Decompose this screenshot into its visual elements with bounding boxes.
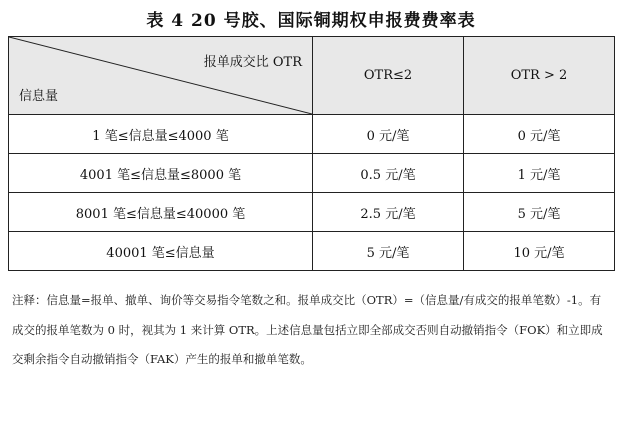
- fee-otr-gt-2-cell: 0 元/笔: [464, 115, 615, 154]
- table-row: [9, 232, 615, 271]
- row-range-cell: 8001 笔≤信息量≤40000 笔: [9, 193, 313, 232]
- fee-otr-le-2-cell: 5 元/笔: [313, 232, 464, 271]
- table-caption: 表 4 20 号胶、国际铜期权申报费费率表: [146, 11, 476, 31]
- column-header-otr-le-2: OTR≤2: [313, 37, 464, 115]
- header-otr-label: 报单成交比 OTR: [203, 55, 302, 70]
- row-range-cell: 40001 笔≤信息量: [9, 232, 313, 271]
- fee-otr-gt-2-cell: 1 元/笔: [464, 154, 615, 193]
- row-range-cell: 1 笔≤信息量≤4000 笔: [9, 115, 313, 154]
- table-row: [9, 115, 615, 154]
- column-header-otr-gt-2: OTR > 2: [464, 37, 615, 115]
- fee-otr-le-2-cell: 2.5 元/笔: [313, 193, 464, 232]
- fee-otr-le-2-cell: 0.5 元/笔: [313, 154, 464, 193]
- fee-rate-table: [8, 36, 615, 271]
- table-row: [9, 154, 615, 193]
- fee-otr-gt-2-cell: 5 元/笔: [464, 193, 615, 232]
- table-row: [9, 193, 615, 232]
- table-footnote: 注释：信息量=报单、撤单、询价等交易指令笔数之和。报单成交比（OTR）=（信息量/有成交的报单笔数）-1。有成交的报单笔数为 0 时，视其为 1 来计算 OTR。上述信息量包括立即全部成交否则自动撤销指令（FOK）和立即成交剩余指令自动撤销指令（FAK）产生的报单和撤单笔数。: [12, 293, 603, 366]
- fee-otr-gt-2-cell: 10 元/笔: [464, 232, 615, 271]
- row-range-cell: 4001 笔≤信息量≤8000 笔: [9, 154, 313, 193]
- header-volume-label: 信息量: [19, 89, 59, 104]
- table-header-row: [9, 37, 615, 115]
- fee-otr-le-2-cell: 0 元/笔: [313, 115, 464, 154]
- diagonal-header-cell: [9, 37, 313, 115]
